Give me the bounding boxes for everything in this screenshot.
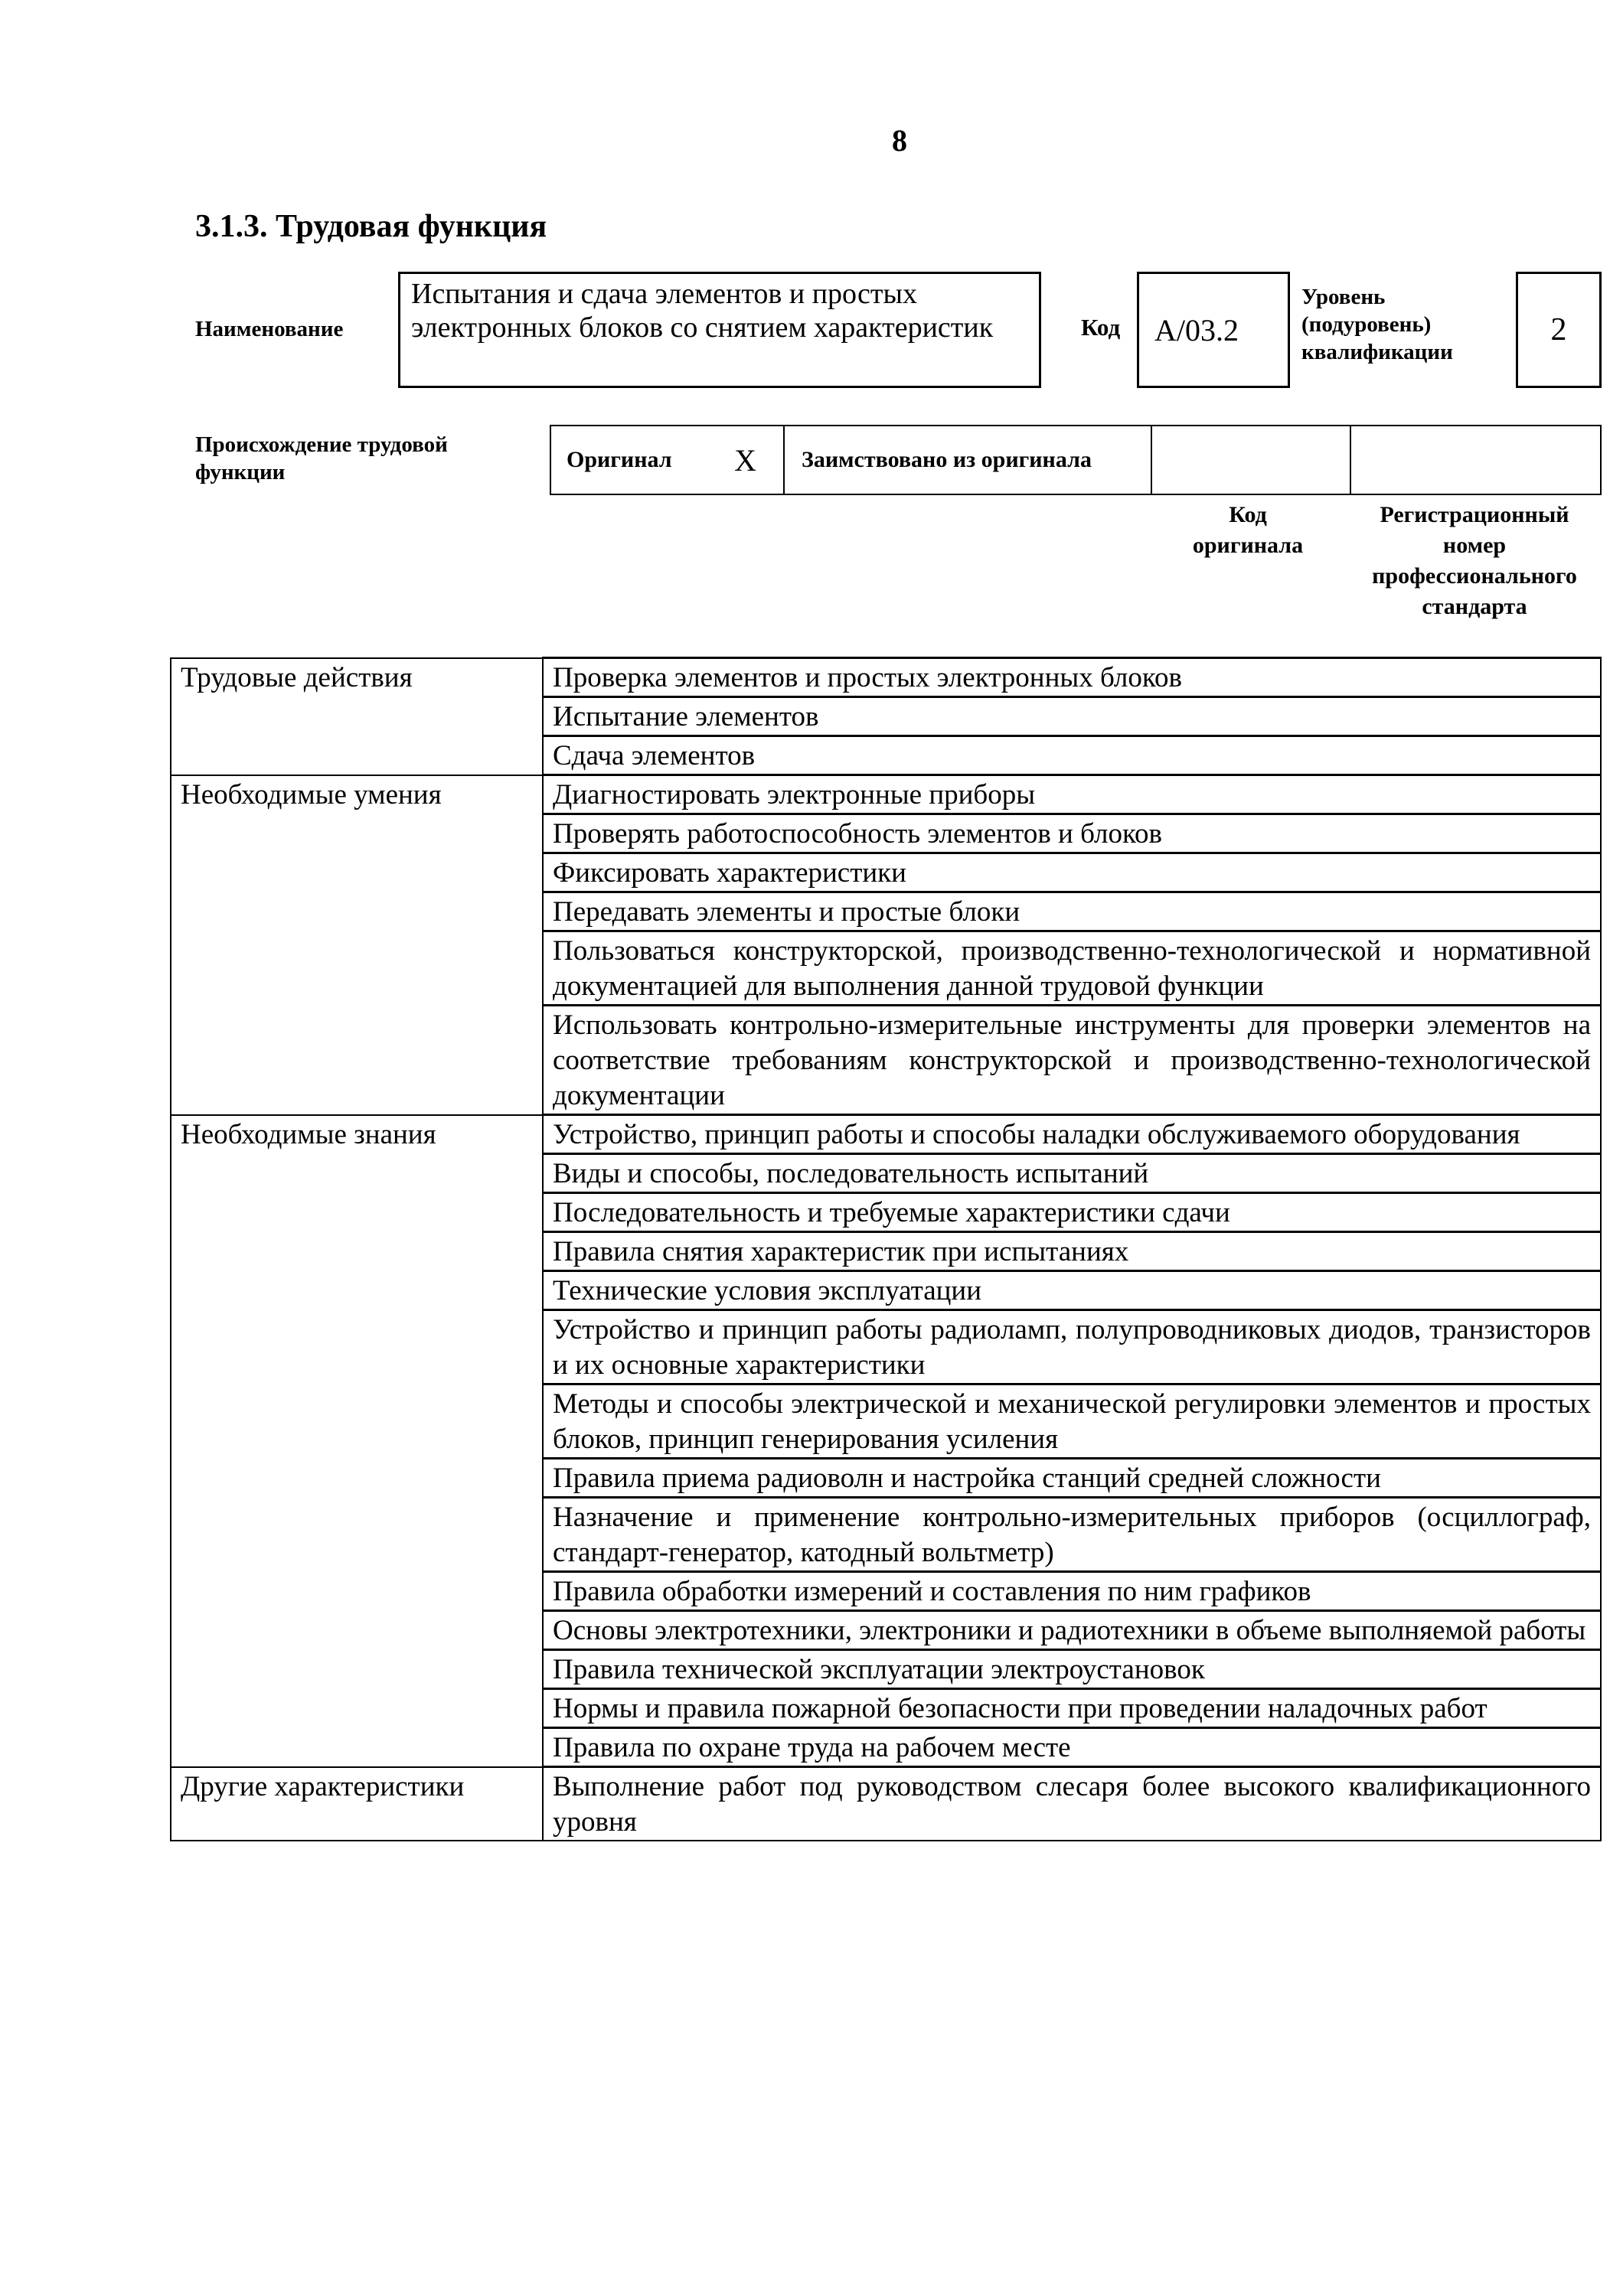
reg-number-caption xyxy=(1347,500,1602,622)
borrowed-cell: Заимствовано из оригинала xyxy=(785,426,1152,494)
original-code-cell xyxy=(1152,426,1351,494)
origin-label-line: функции xyxy=(195,460,286,484)
reg-number-cell xyxy=(1351,426,1600,494)
table-row xyxy=(171,775,1601,814)
row-item: Правила по охране труда на рабочем месте xyxy=(543,1728,1601,1767)
row-item: Правила технической эксплуатации электроустановок xyxy=(543,1650,1601,1689)
row-item: Правила обработки измерений и составления по ним графиков xyxy=(543,1572,1601,1611)
row-item: Устройство, принцип работы и способы наладки обслуживаемого оборудования xyxy=(543,1115,1601,1154)
original-mark: X xyxy=(734,442,756,478)
row-item: Методы и способы электрической и механической регулировки элементов и простых блоков, принцип генерирования усиления xyxy=(543,1384,1601,1459)
caption-line: Код xyxy=(1229,502,1267,527)
table-row xyxy=(171,1115,1601,1154)
row-item: Испытание элементов xyxy=(543,697,1601,736)
level-label-line: (подуровень) xyxy=(1301,312,1432,337)
code-label: Код xyxy=(1081,314,1121,341)
original-cell xyxy=(551,426,785,494)
row-item: Фиксировать характеристики xyxy=(543,853,1601,892)
function-details-table xyxy=(170,657,1602,1841)
level-value-box: 2 xyxy=(1516,272,1602,388)
row-item: Устройство и принцип работы радиоламп, полупроводниковых диодов, транзисторов и их основные характеристики xyxy=(543,1310,1601,1384)
table-row xyxy=(171,658,1601,697)
caption-line: стандарта xyxy=(1422,594,1527,619)
row-item: Использовать контрольно-измерительные инструменты для проверки элементов на соответствие требованиям конструкторской и производственно-технологической документации xyxy=(543,1006,1601,1115)
row-item: Виды и способы, последовательность испытаний xyxy=(543,1154,1601,1193)
level-label xyxy=(1301,283,1453,366)
row-item: Последовательность и требуемые характеристики сдачи xyxy=(543,1193,1601,1232)
level-label-line: квалификации xyxy=(1301,340,1453,364)
row-item: Выполнение работ под руководством слесаря более высокого квалификационного уровня xyxy=(543,1767,1601,1841)
original-label: Оригинал xyxy=(567,447,672,472)
row-item: Правила снятия характеристик при испытаниях xyxy=(543,1232,1601,1271)
caption-line: Регистрационный xyxy=(1380,502,1569,527)
row-item: Назначение и применение контрольно-измерительных приборов (осциллограф, стандарт-генератор, катодный вольтметр) xyxy=(543,1498,1601,1572)
row-item: Пользоваться конструкторской, производственно-технологической и нормативной документацией для выполнения данной трудовой функции xyxy=(543,931,1601,1006)
origin-table xyxy=(550,425,1602,495)
row-category: Другие характеристики xyxy=(171,1767,543,1841)
section-title: 3.1.3. Трудовая функция xyxy=(195,209,547,244)
row-item: Технические условия эксплуатации xyxy=(543,1271,1601,1310)
original-code-caption xyxy=(1148,500,1347,561)
row-item: Основы электротехники, электроники и радиотехники в объеме выполняемой работы xyxy=(543,1611,1601,1650)
level-label-line: Уровень xyxy=(1301,285,1386,309)
row-item: Проверять работоспособность элементов и блоков xyxy=(543,814,1601,853)
code-value-box: A/03.2 xyxy=(1137,272,1290,388)
table-row xyxy=(171,1767,1601,1841)
name-label: Наименование xyxy=(195,317,344,341)
row-item: Нормы и правила пожарной безопасности при проведении наладочных работ xyxy=(543,1689,1601,1728)
name-value-box: Испытания и сдача элементов и простых электронных блоков со снятием характеристик xyxy=(398,272,1041,388)
caption-line: номер xyxy=(1442,533,1507,558)
page-number: 8 xyxy=(892,123,907,158)
row-category: Трудовые действия xyxy=(171,658,543,775)
origin-label xyxy=(195,431,448,486)
origin-label-line: Происхождение трудовой xyxy=(195,432,448,457)
row-item: Передавать элементы и простые блоки xyxy=(543,892,1601,931)
row-category: Необходимые умения xyxy=(171,775,543,1115)
caption-line: профессионального xyxy=(1372,563,1577,589)
row-item: Сдача элементов xyxy=(543,736,1601,775)
row-item: Проверка элементов и простых электронных блоков xyxy=(543,658,1601,697)
row-item: Правила приема радиоволн и настройка станций средней сложности xyxy=(543,1459,1601,1498)
caption-line: оригинала xyxy=(1192,533,1304,558)
row-item: Диагностировать электронные приборы xyxy=(543,775,1601,814)
row-category: Необходимые знания xyxy=(171,1115,543,1767)
